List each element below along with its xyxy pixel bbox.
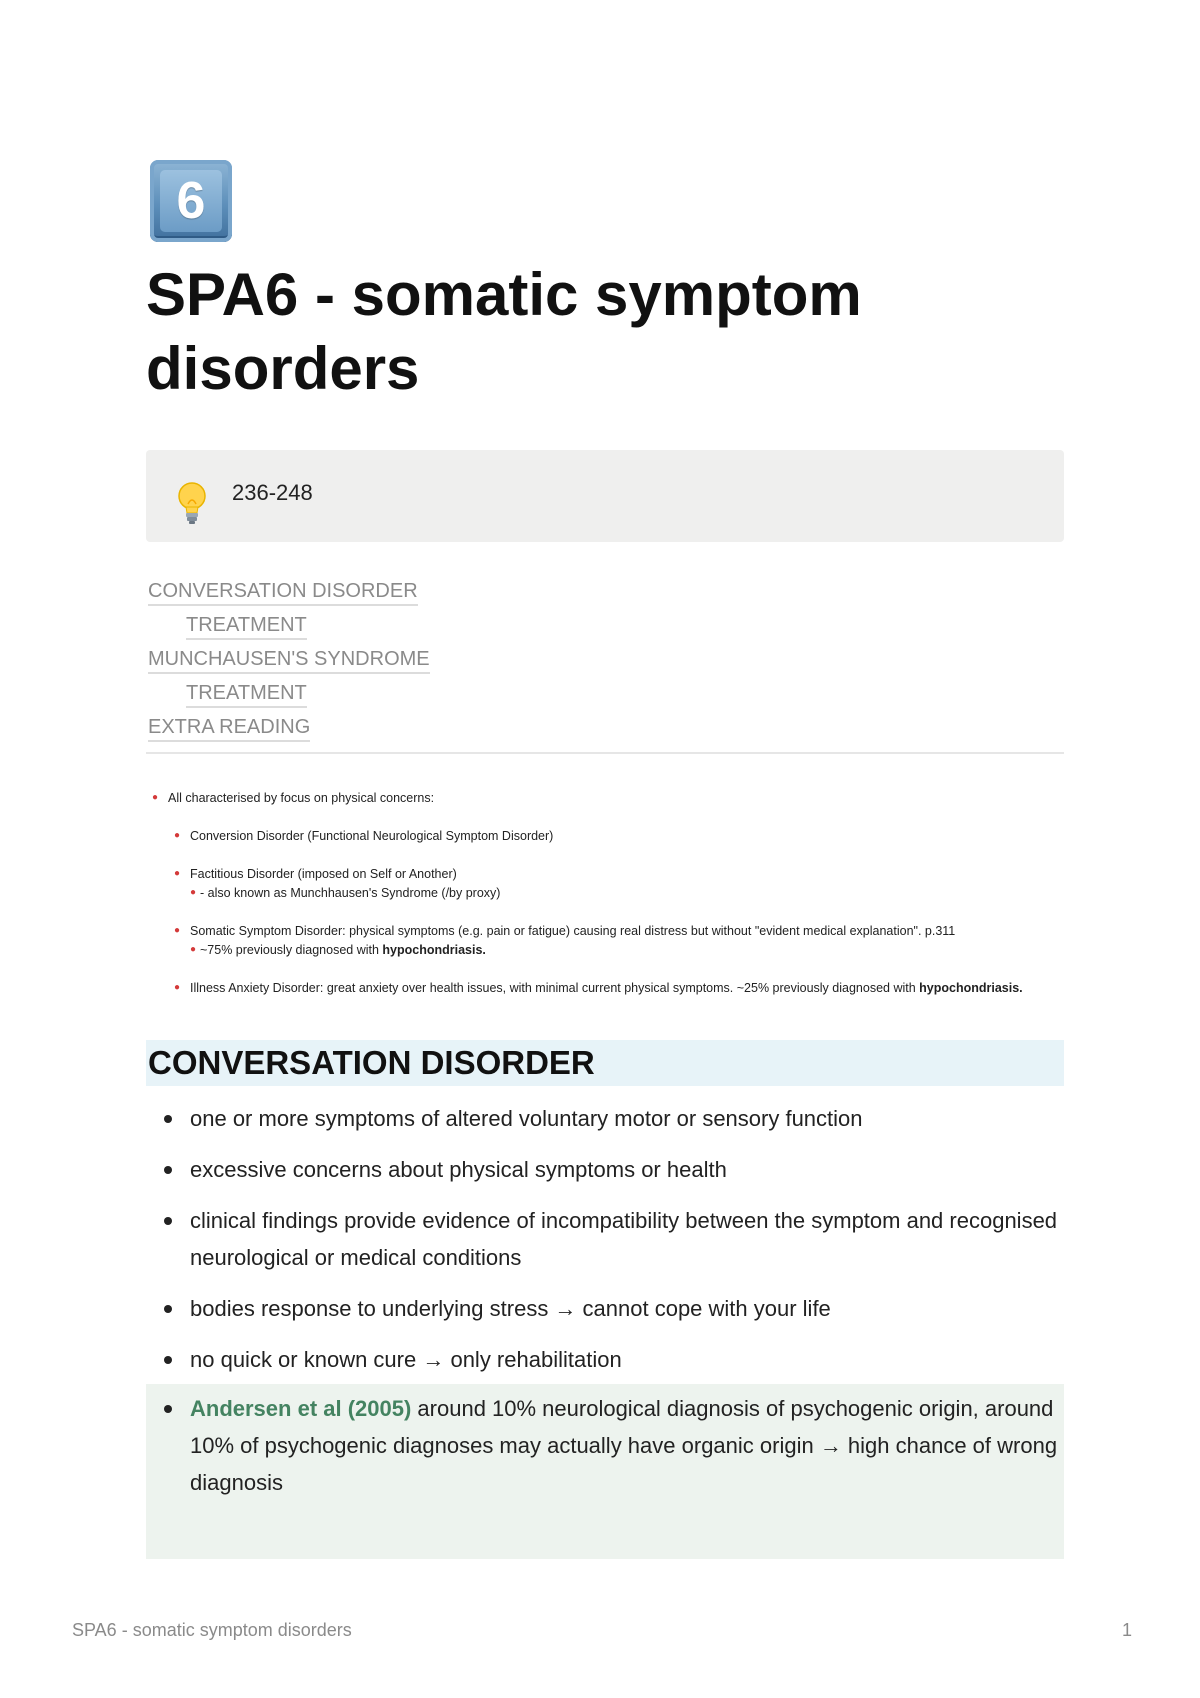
list-item: clinical findings provide evidence of incompatibility between the symptom and recognised neurological or medical conditions	[146, 1202, 1064, 1276]
list-item: no quick or known cure → only rehabilitation	[146, 1341, 1064, 1378]
summary-item: ● Factitious Disorder (imposed on Self or Another) ● - also known as Munchhausen's Syndrome (/by proxy)	[146, 866, 1064, 901]
summary-item: ● Somatic Symptom Disorder: physical symptoms (e.g. pain or fatigue) causing real distress but without "evident medical explanation". p.311 ● ~75% previously diagnosed with hypochondriasis.	[146, 923, 1064, 958]
toc-link-extra-reading[interactable]	[148, 710, 1066, 744]
lightbulb-icon	[172, 480, 212, 526]
summary-image	[146, 790, 1064, 1018]
keycap-six-icon	[150, 160, 232, 242]
section-heading: CONVERSATION DISORDER	[146, 1040, 1064, 1086]
toc-link-munchausens-syndrome[interactable]	[148, 642, 1066, 676]
summary-subitem: ● ~75% previously diagnosed with hypochondriasis.	[190, 943, 486, 957]
toc-link-label: EXTRA READING	[148, 716, 310, 742]
bullet-dot	[164, 1115, 172, 1123]
bullet-dot	[164, 1305, 172, 1313]
bullet-list	[146, 1100, 1064, 1573]
summary-subitem: ● - also known as Munchhausen's Syndrome (/by proxy)	[190, 886, 501, 900]
summary-intro: ● All characterised by focus on physical concerns:	[152, 791, 435, 805]
callout-text: 236-248	[232, 480, 313, 505]
toc-link-treatment-2[interactable]	[148, 676, 1066, 710]
bullet-dot	[164, 1356, 172, 1364]
toc-link-label: TREATMENT	[186, 682, 307, 708]
summary-item: ● Conversion Disorder (Functional Neurological Symptom Disorder)	[174, 829, 554, 843]
divider	[146, 752, 1064, 754]
list-item: excessive concerns about physical symptoms or health	[146, 1151, 1064, 1188]
callout	[146, 450, 1064, 542]
page-title: SPA6 - somatic symptom disorders	[146, 261, 862, 402]
keycap-six-glyph: 6	[160, 170, 222, 232]
toc-link-label: MUNCHAUSEN'S SYNDROME	[148, 648, 430, 674]
bullet-dot	[164, 1405, 172, 1413]
footer-title: SPA6 - somatic symptom disorders	[72, 1620, 352, 1640]
list-item: one or more symptoms of altered voluntary motor or sensory function	[146, 1100, 1064, 1137]
toc-link-conversation-disorder[interactable]	[148, 574, 1066, 608]
bullet-dot	[164, 1217, 172, 1225]
highlighted-list-item: Andersen et al (2005) around 10% neurological diagnosis of psychogenic origin, around 10% of psychogenic diagnoses may actually have organic origin → high chance of wrong diagnosis	[146, 1384, 1064, 1559]
summary-item: ● Illness Anxiety Disorder: great anxiety over health issues, with minimal current physical symptoms. ~25% previously diagnosed with hypochondriasis.	[174, 981, 1023, 995]
table-of-contents	[148, 574, 1066, 744]
toc-link-label: CONVERSATION DISORDER	[148, 580, 418, 606]
page-number: 1	[1121, 1620, 1132, 1640]
bullet-dot	[164, 1166, 172, 1174]
list-item: bodies response to underlying stress → cannot cope with your life	[146, 1290, 1064, 1327]
toc-link-label: TREATMENT	[186, 614, 307, 640]
toc-link-treatment[interactable]	[148, 608, 1066, 642]
citation: Andersen et al (2005)	[190, 1396, 412, 1421]
